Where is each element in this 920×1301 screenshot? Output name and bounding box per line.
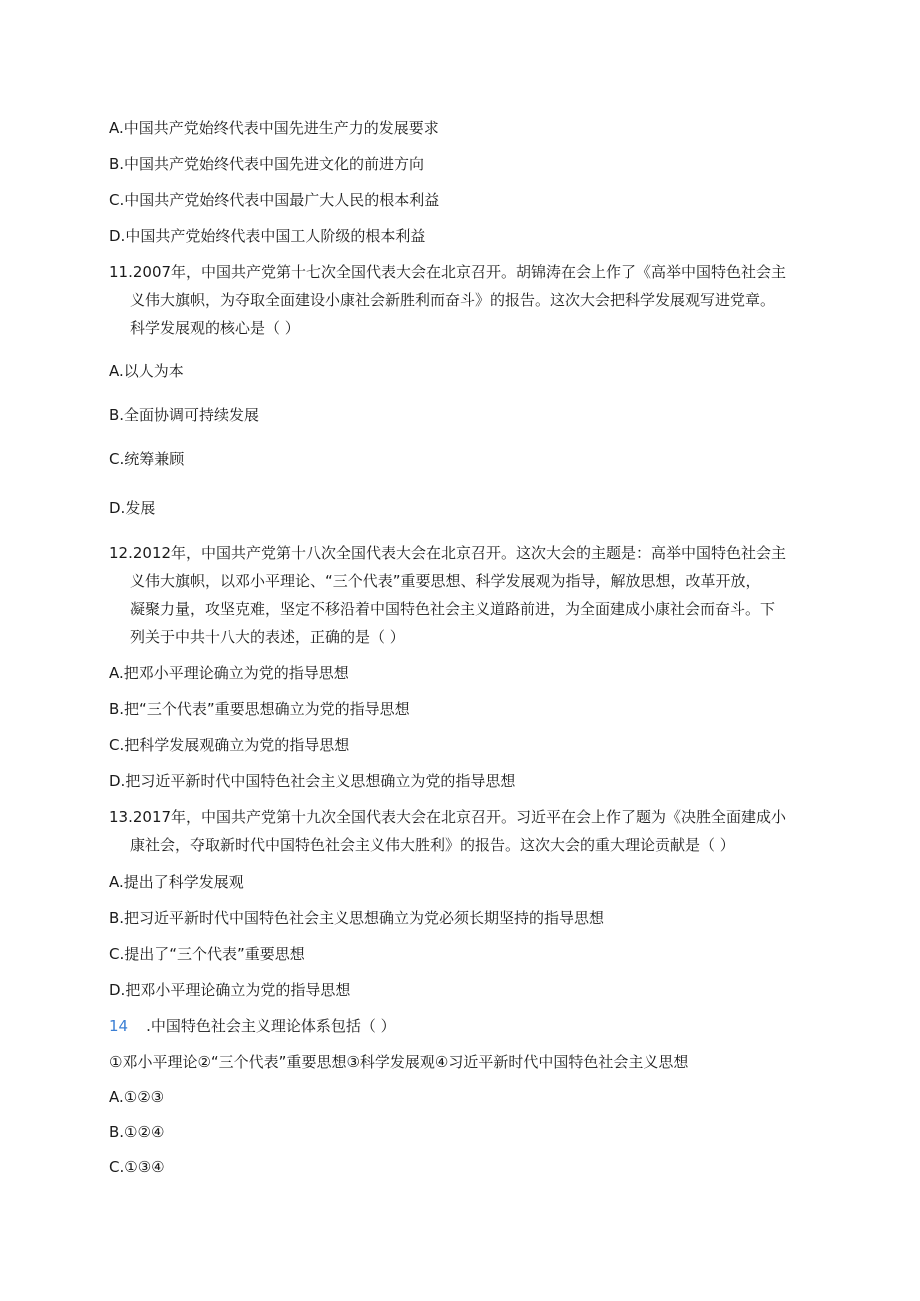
q14-items: ①邓小平理论②“三个代表”重要思想③科学发展观④习近平新时代中国特色社会主义思想 (109, 1053, 689, 1071)
q12-option-a: A.把邓小平理论确立为党的指导思想 (109, 664, 349, 682)
q12-stem-line-1: 12.2012年，中国共产党第十八次全国代表大会在北京召开。这次大会的主题是：高举中国特色社会主 (109, 544, 787, 562)
q12-option-d: D.把习近平新时代中国特色社会主义思想确立为党的指导思想 (109, 772, 516, 790)
q14-stem (109, 1016, 396, 1036)
q13-option-a: A.提出了科学发展观 (109, 873, 244, 891)
q10-option-d: D.中国共产党始终代表中国工人阶级的根本利益 (109, 227, 426, 245)
q11-stem-line-2: 义伟大旗帜，为夺取全面建设小康社会新胜利而奋斗》的报告。这次大会把科学发展观写进党章。 (130, 291, 776, 309)
q12-stem-line-3: 凝聚力量，攻坚克难，坚定不移沿着中国特色社会主义道路前进，为全面建成小康社会而奋斗。下 (130, 600, 776, 618)
q13-stem-line-1: 13.2017年，中国共产党第十九次全国代表大会在北京召开。习近平在会上作了题为《决胜全面建成小 (109, 808, 787, 826)
q11-option-d: D.发展 (109, 499, 156, 517)
q10-option-b: B.中国共产党始终代表中国先进文化的前进方向 (109, 155, 425, 173)
q14-option-a: A.①②③ (109, 1088, 165, 1106)
q14-option-c: C.①③④ (109, 1158, 165, 1176)
q11-option-a: A.以人为本 (109, 362, 184, 380)
q13-option-b: B.把习近平新时代中国特色社会主义思想确立为党必须长期坚持的指导思想 (109, 909, 605, 927)
q12-option-b: B.把“三个代表”重要思想确立为党的指导思想 (109, 700, 410, 718)
q13-option-d: D.把邓小平理论确立为党的指导思想 (109, 981, 351, 999)
q10-option-a: A.中国共产党始终代表中国先进生产力的发展要求 (109, 119, 439, 137)
q12-stem-line-4: 列关于中共十八大的表述，正确的是（ ） (130, 628, 405, 646)
q13-option-c: C.提出了“三个代表”重要思想 (109, 945, 305, 963)
q12-stem-line-2: 义伟大旗帜，以邓小平理论、“三个代表”重要思想、科学发展观为指导，解放思想，改革开放， (130, 572, 761, 590)
q14-stem-text: .中国特色社会主义理论体系包括（ ） (146, 1017, 396, 1035)
q11-option-c: C.统筹兼顾 (109, 450, 185, 468)
q14-option-b: B.①②④ (109, 1123, 165, 1141)
q12-option-c: C.把科学发展观确立为党的指导思想 (109, 736, 350, 754)
q14-number: 14 (109, 1017, 129, 1035)
q10-option-c: C.中国共产党始终代表中国最广大人民的根本利益 (109, 191, 440, 209)
q11-stem-line-1: 11.2007年，中国共产党第十七次全国代表大会在北京召开。胡锦涛在会上作了《高举中国特色社会主 (109, 263, 787, 281)
q11-stem-line-3: 科学发展观的核心是（ ） (130, 319, 300, 337)
q11-option-b: B.全面协调可持续发展 (109, 406, 260, 424)
q13-stem-line-2: 康社会，夺取新时代中国特色社会主义伟大胜利》的报告。这次大会的重大理论贡献是（ ） (130, 836, 735, 854)
